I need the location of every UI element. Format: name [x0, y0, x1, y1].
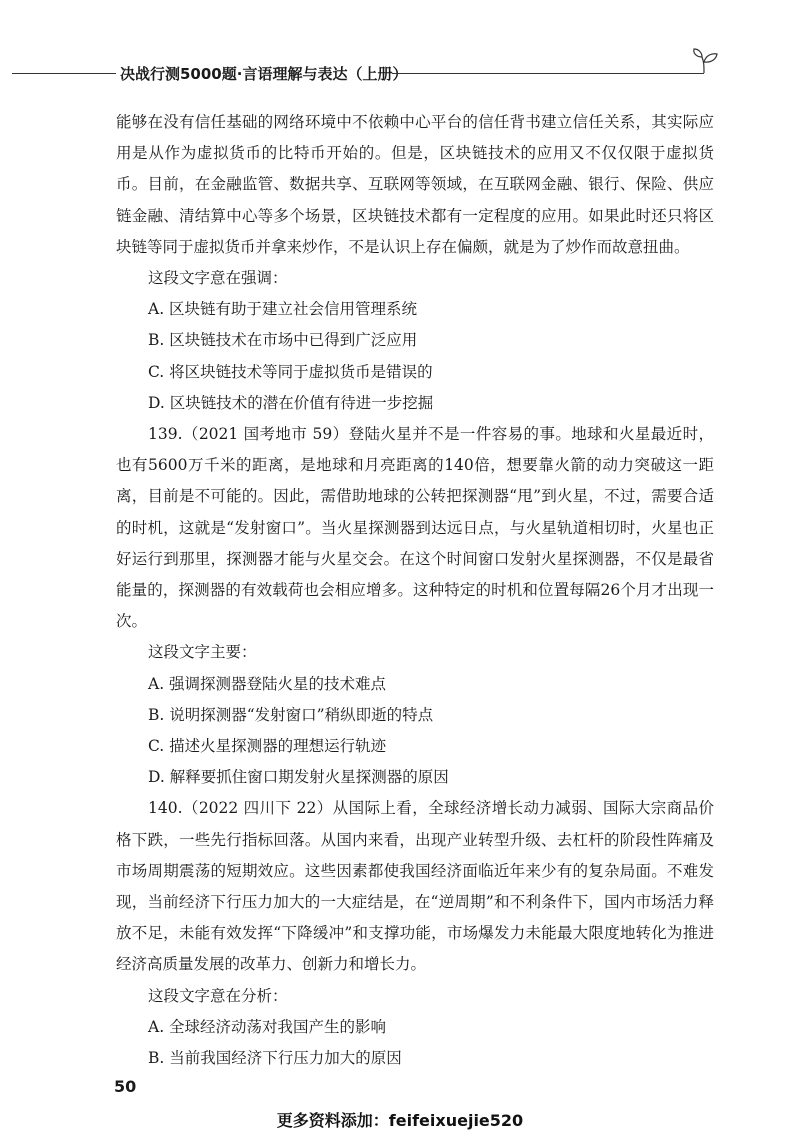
- passage-138-text: 能够在没有信任基础的网络环境中不依赖中心平台的信任背书建立信任关系，其实际应用是从作为虚拟货币的比特币开始的。但是，区块链技术的应用又不仅仅限于虚拟货币。目前，在金融监管、数据共享、互联网等领域，在互联网金融、银行、保险、供应链金融、清结算中心等多个场景，区块链技术都有一定程度的应用。如果此时还只将区块链等同于虚拟货币并拿来炒作，不是认识上存在偏颇，就是为了炒作而故意扭曲。: [116, 113, 714, 256]
- question-138-option-c: C. 将区块链技术等同于虚拟货币是错误的: [148, 362, 433, 381]
- running-header: [0, 60, 800, 88]
- question-139-option-c: C. 描述火星探测器的理想运行轨迹: [148, 737, 387, 756]
- question-140-option-a: A. 全球经济动荡对我国产生的影响: [148, 1017, 387, 1036]
- question-139-option-a: A. 强调探测器登陆火星的技术难点: [148, 674, 387, 693]
- question-139-prompt: 这段文字主要：: [148, 643, 257, 662]
- header-rule-left: [12, 73, 116, 74]
- book-title: 决战行测5000题·言语理解与表达（上册）: [120, 65, 408, 83]
- page-content: [116, 107, 714, 1074]
- header-rule-right: [392, 73, 704, 74]
- question-139-option-b: B. 说明探测器“发射窗口”稍纵即逝的特点: [148, 705, 434, 724]
- question-140-text: 140.（2022 四川下 22）从国际上看，全球经济增长动力减弱、国际大宗商品价格下跌，一些先行指标回落。从国内来看，出现产业转型升级、去杠杆的阶段性阵痛及市场周期震荡的短期效应。这些因素都使我国经济面临近年来少有的复杂局面。不难发现，当前经济下行压力加大的一大症结是，在“逆周期”和不利条件下，国内市场活力释放不足，未能有效发挥“下降缓冲”和支撑功能，市场爆发力未能最大限度地转化为推进经济高质量发展的改革力、创新力和增长力。: [116, 799, 714, 974]
- footer-contact-note: 更多资料添加：feifeixuejie520: [276, 1111, 524, 1130]
- question-139-text: 139.（2021 国考地市 59）登陆火星并不是一件容易的事。地球和火星最近时，也有5600万千米的距离，是地球和月亮距离的140倍，想要靠火箭的动力突破这一距离，目前是不可能的。因此，需借助地球的公转把探测器“甩”到火星，不过，需要合适的时机，这就是“发射窗口”。当火星探测器到达远日点，与火星轨道相切时，火星也正好运行到那里，探测器才能与火星交会。在这个时间窗口发射火星探测器，不仅是最省能量的，探测器的有效载荷也会相应增多。这种特定的时机和位置每隔26个月才出现一次。: [116, 425, 714, 631]
- page-number: 50: [114, 1077, 137, 1096]
- question-138-option-d: D. 区块链技术的潜在价值有待进一步挖掘: [148, 393, 434, 412]
- question-140-option-b: B. 当前我国经济下行压力加大的原因: [148, 1049, 402, 1068]
- question-138-prompt: 这段文字意在强调：: [148, 269, 288, 288]
- question-138-option-b: B. 区块链技术在市场中已得到广泛应用: [148, 331, 418, 350]
- question-138-option-a: A. 区块链有助于建立社会信用管理系统: [148, 300, 418, 319]
- question-139-option-d: D. 解释要抓住窗口期发射火星探测器的原因: [148, 768, 449, 787]
- question-140-prompt: 这段文字意在分析：: [148, 986, 288, 1005]
- leaf-sprout-icon: [690, 48, 730, 78]
